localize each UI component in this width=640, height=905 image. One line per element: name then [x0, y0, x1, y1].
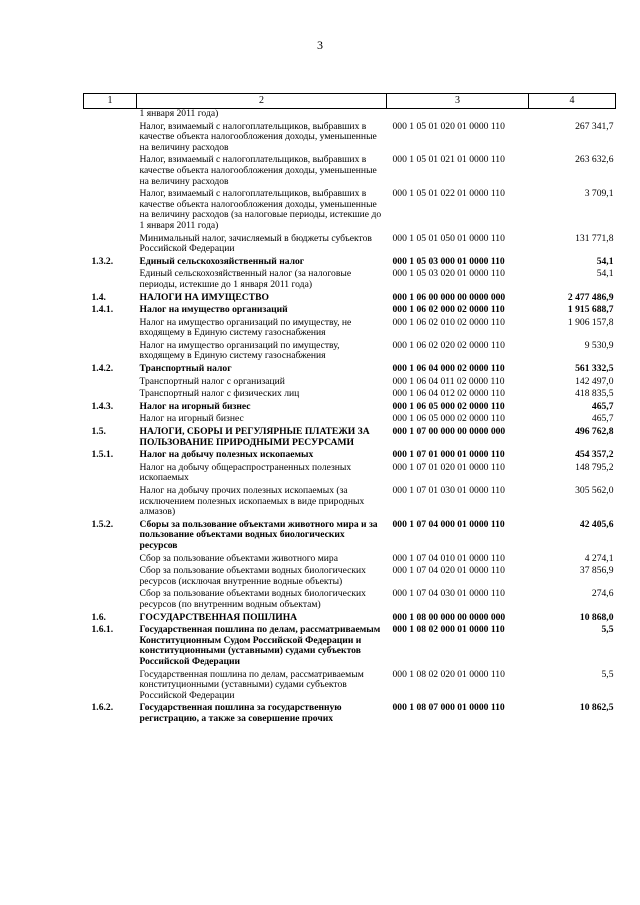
row-number [84, 552, 137, 565]
row-amount: 131 771,8 [575, 232, 614, 244]
row-name: ГОСУДАРСТВЕННАЯ ПОШЛИНА [139, 611, 298, 623]
row-number: 1.3.2. [91, 255, 114, 267]
row-code: 000 1 07 04 030 01 0000 110 [392, 588, 505, 600]
row-amount: 561 332,5 [575, 363, 614, 375]
row-number: 1.6.1. [91, 624, 114, 636]
row-name: Налог на имущество организаций по имуществу, входящему в Единую систему газоснабжения [139, 339, 340, 362]
table-row [84, 255, 616, 268]
row-number [84, 339, 137, 362]
table-row [84, 232, 616, 255]
row-name: Сборы за пользование объектами животного мира и за пользование объектами водных биологических ресурсов [139, 518, 378, 551]
row-number [84, 375, 137, 388]
row-amount: 5,5 [601, 624, 614, 636]
table-row [84, 518, 616, 552]
row-number [84, 232, 137, 255]
row-name: Налог, взимаемый с налогоплательщиков, выбравших в качестве объекта налогообложения доходы, уменьшенные на величину расходов [139, 154, 377, 187]
header-col-2: 2 [137, 94, 387, 109]
row-amount: 465,7 [591, 400, 614, 412]
row-code: 000 1 05 01 050 01 0000 110 [392, 232, 505, 244]
table-row [84, 484, 616, 518]
row-code: 000 1 07 04 010 01 0000 110 [392, 552, 505, 564]
row-amount: 4 274,1 [584, 552, 614, 564]
row-amount: 9 530,9 [584, 339, 614, 351]
row-number: 1.5.1. [91, 449, 114, 461]
row-number: 1.4. [91, 291, 106, 303]
row-number: 1.5. [91, 426, 106, 438]
table-body [84, 109, 616, 725]
row-name: Сбор за пользование объектами животного мира [139, 552, 338, 564]
header-col-3: 3 [387, 94, 529, 109]
row-amount: 142 497,0 [575, 375, 614, 387]
row-number: 1.4.1. [91, 304, 114, 316]
row-amount: 1 915 688,7 [567, 304, 614, 316]
row-amount: 10 862,5 [579, 702, 614, 714]
row-amount: 42 405,6 [579, 518, 614, 530]
row-amount: 54,1 [596, 255, 614, 267]
row-amount: 418 835,5 [575, 388, 614, 400]
row-amount: 5,5 [601, 668, 614, 680]
row-code: 000 1 06 05 000 02 0000 110 [392, 400, 505, 412]
row-number [84, 387, 137, 400]
row-amount: 274,6 [591, 588, 614, 600]
row-code: 000 1 05 03 020 01 0000 110 [392, 268, 505, 280]
row-number [84, 484, 137, 518]
row-number [84, 564, 137, 587]
row-code: 000 1 07 01 030 01 0000 110 [392, 485, 505, 496]
row-code: 000 1 06 00 000 00 0000 000 [392, 291, 506, 303]
table-row [84, 339, 616, 362]
table-row [84, 587, 616, 610]
row-name: НАЛОГИ, СБОРЫ И РЕГУЛЯРНЫЕ ПЛАТЕЖИ ЗА ПОЛЬЗОВАНИЕ ПРИРОДНЫМИ РЕСУРСАМИ [139, 426, 370, 448]
row-number [84, 461, 137, 484]
row-code: 000 1 06 04 012 02 0000 110 [392, 388, 505, 400]
row-name: 1 января 2011 года) [139, 108, 219, 119]
row-number [84, 153, 137, 187]
page-number: 3 [317, 38, 323, 52]
row-name: Транспортный налог [139, 363, 232, 375]
row-number [84, 668, 137, 702]
row-code: 000 1 08 02 020 01 0000 110 [392, 668, 505, 680]
row-number: 1.4.2. [91, 363, 114, 375]
table-row [84, 448, 616, 461]
row-name: Единый сельскохозяйственный налог (за налоговые периоды, истекшие до 1 января 2011 года) [139, 268, 352, 290]
row-amount: 3 709,1 [584, 188, 614, 200]
row-amount: 10 868,0 [579, 611, 614, 623]
row-number [84, 120, 137, 154]
row-name: Налог на игорный бизнес [139, 400, 251, 412]
row-code: 000 1 05 01 020 01 0000 110 [392, 120, 505, 132]
row-code: 000 1 06 02 000 02 0000 110 [392, 304, 505, 316]
row-number: 1.6. [91, 611, 106, 623]
row-name: Налог, взимаемый с налогоплательщиков, выбравших в качестве объекта налогообложения доходы, уменьшенные на величину расходов (за налоговые периоды, истекшие до 1 января 2011 года) [139, 188, 382, 231]
table-row [84, 375, 616, 388]
table-row [84, 120, 616, 154]
table-row [84, 362, 616, 375]
table-header-row [84, 94, 616, 109]
row-number: 1.6.2. [91, 702, 114, 714]
table-row [84, 564, 616, 587]
table-row [84, 291, 616, 304]
row-amount: 37 856,9 [579, 565, 614, 577]
row-name: Налог на добычу полезных ископаемых [139, 449, 314, 461]
row-name: Налог на добычу общераспространенных полезных ископаемых [139, 461, 352, 484]
row-code: 000 1 06 02 020 02 0000 110 [392, 339, 505, 351]
row-code: 000 1 06 02 010 02 0000 110 [392, 316, 505, 328]
row-code: 000 1 05 01 021 01 0000 110 [392, 154, 505, 166]
table-row [84, 623, 616, 667]
row-code: 000 1 08 02 000 01 0000 110 [392, 624, 505, 636]
row-amount: 2 477 486,9 [567, 291, 614, 303]
row-number [84, 187, 137, 231]
row-number [84, 267, 137, 290]
row-amount: 496 762,8 [575, 426, 614, 438]
table-row [84, 552, 616, 565]
row-amount [529, 109, 616, 120]
row-name: Транспортный налог с физических лиц [139, 388, 300, 400]
row-name: Налог, взимаемый с налогоплательщиков, выбравших в качестве объекта налогообложения доходы, уменьшенные на величину расходов [139, 120, 377, 153]
row-code: 000 1 06 04 011 02 0000 110 [392, 375, 505, 387]
table-row [84, 425, 616, 448]
row-code: 000 1 08 00 000 00 0000 000 [392, 611, 506, 623]
row-name: Государственная пошлина по делам, рассматриваемым Конституционным Судом Российской Федерации и конституционными (уставными) судами субъектов Российской Федерации [139, 624, 381, 667]
table-row [84, 187, 616, 231]
row-number [84, 316, 137, 339]
row-amount: 465,7 [591, 413, 614, 425]
row-name: Государственная пошлина по делам, рассматриваемым конституционными (уставными) судами субъектов Российской Федерации [139, 668, 364, 701]
row-code: 000 1 05 03 000 01 0000 110 [392, 255, 505, 267]
row-name: Минимальный налог, зачисляемый в бюджеты субъектов Российской Федерации [139, 232, 372, 255]
table-row [84, 668, 616, 702]
row-amount: 267 341,7 [575, 120, 614, 132]
table-row [84, 412, 616, 425]
row-name: Налог на имущество организаций по имуществу, не входящему в Единую систему газоснабжения [139, 316, 352, 339]
table-row [84, 316, 616, 339]
table-row [84, 153, 616, 187]
table-row [84, 701, 616, 724]
row-number [84, 109, 137, 120]
row-code: 000 1 07 04 000 01 0000 110 [392, 518, 505, 530]
table-row [84, 387, 616, 400]
row-code: 000 1 07 00 000 00 0000 000 [392, 426, 506, 438]
row-code: 000 1 08 07 000 01 0000 110 [392, 702, 505, 714]
row-code: 000 1 06 04 000 02 0000 110 [392, 363, 505, 375]
row-number: 1.5.2. [91, 518, 114, 530]
row-code [387, 109, 529, 120]
header-col-4: 4 [529, 94, 616, 109]
row-number: 1.4.3. [91, 400, 114, 412]
row-code: 000 1 06 05 000 02 0000 110 [392, 413, 505, 425]
row-code: 000 1 07 04 020 01 0000 110 [392, 565, 505, 577]
row-name: Единый сельскохозяйственный налог [139, 255, 305, 267]
table-row [84, 611, 616, 624]
row-code: 000 1 07 01 020 01 0000 110 [392, 461, 505, 473]
row-code: 000 1 07 01 000 01 0000 110 [392, 449, 505, 461]
row-name: Государственная пошлина за государственную регистрацию, а также за совершение прочих [139, 702, 342, 724]
row-name: НАЛОГИ НА ИМУЩЕСТВО [139, 291, 269, 303]
row-code: 000 1 05 01 022 01 0000 110 [392, 188, 505, 200]
row-amount: 454 357,2 [575, 449, 614, 461]
row-amount: 263 632,6 [575, 154, 614, 166]
table-row [84, 109, 616, 120]
table-row [84, 461, 616, 484]
table-row [84, 267, 616, 290]
row-amount: 148 795,2 [575, 461, 614, 473]
revenue-table [83, 93, 616, 724]
row-number [84, 412, 137, 425]
row-number [84, 587, 137, 610]
row-name: Транспортный налог с организаций [139, 375, 285, 387]
row-name: Сбор за пользование объектами водных биологических ресурсов (исключая внутренние водные объекты) [139, 565, 366, 587]
row-name: Сбор за пользование объектами водных биологических ресурсов (по внутренним водным объектам) [139, 588, 366, 610]
row-name: Налог на добычу прочих полезных ископаемых (за исключением полезных ископаемых в виде природных алмазов) [139, 485, 365, 518]
row-name: Налог на игорный бизнес [139, 413, 244, 425]
row-amount: 305 562,0 [575, 485, 614, 496]
row-amount: 1 906 157,8 [567, 316, 614, 328]
table-row [84, 400, 616, 413]
row-amount: 54,1 [596, 268, 614, 280]
header-col-1: 1 [84, 94, 137, 109]
table-row [84, 303, 616, 316]
row-name: Налог на имущество организаций [139, 304, 288, 316]
